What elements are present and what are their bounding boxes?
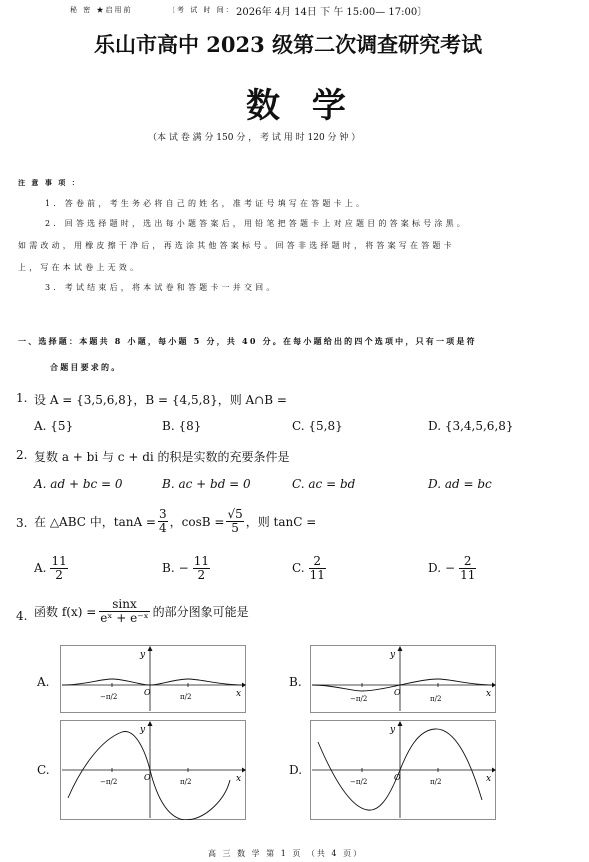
q3-option-d-label: D.	[428, 561, 442, 576]
q3-option-a-den: 2	[55, 567, 63, 582]
q3-option-b	[162, 555, 210, 581]
graph-b	[310, 645, 496, 713]
q3-option-c-den: 11	[309, 567, 325, 582]
q1-stem: 设 A = {3,5,6,8}，B = {4,5,8}，则 A∩B =	[34, 393, 287, 407]
note-item-2-end: 上，写在本试卷上无效。	[18, 263, 142, 272]
q3-stem	[34, 508, 316, 534]
graph-b-origin: O	[394, 688, 401, 697]
q1-number: 1.	[16, 391, 28, 405]
q3-frac1-num: 3	[159, 507, 167, 521]
notes-heading: 注 意 事 项 ：	[18, 178, 81, 187]
q3-option-b-num: 11	[193, 554, 209, 568]
q3-option-c-label: C.	[292, 561, 305, 576]
section-header: 一、选择题：本题共 8 小题，每小题 5 分，共 40 分。在每小题给出的四个选项中，只有一项是符	[18, 336, 477, 346]
graph-d-tick-right-label: π/2	[430, 778, 442, 786]
exam-time-value: 2026年 4月 14日 下 午 15:00— 17:00〕	[236, 7, 428, 18]
q2-number: 2.	[16, 448, 28, 462]
secret-label: 秘 密 ★启用前	[70, 6, 133, 14]
graph-d-origin: O	[394, 773, 401, 782]
graph-a-y-arrow	[148, 646, 153, 651]
graph-d-y-arrow	[398, 721, 403, 726]
q3-option-d-num: 2	[459, 555, 476, 569]
q4-stem	[34, 598, 249, 624]
q1-option-c: C. {5,8}	[292, 419, 343, 433]
q3-frac2-den: 5	[231, 520, 239, 535]
graph-label-a: A.	[37, 675, 50, 689]
q3-option-d-fraction	[459, 555, 476, 581]
exam-title: 乐山市高中 2023 级第二次调查研究考试	[94, 32, 483, 57]
note-item-2-cont: 如需改动，用橡皮擦干净后，再选涂其他答案标号。回答非选择题时，将答案写在答题卡	[18, 241, 455, 250]
q3-option-a-fraction	[50, 555, 67, 581]
page-footer: 高 三 数 学 第 1 页 （共 4 页）	[208, 849, 364, 858]
q4-number: 4.	[16, 609, 28, 623]
note-item-1: 1. 答卷前，考生务必将自己的姓名，准考证号填写在答题卡上。	[45, 199, 368, 208]
exam-time-label: 〔考 试 时 间：	[168, 6, 235, 14]
q3-option-b-label: B.	[162, 561, 175, 576]
graph-d-x-label: x	[486, 774, 492, 784]
q3-option-c	[292, 555, 326, 581]
q3-stem-pre: 在 △ABC 中，tanA =	[34, 514, 156, 529]
q3-option-c-fraction	[309, 555, 326, 581]
graph-b-y-arrow	[398, 646, 403, 651]
graph-a	[60, 645, 246, 713]
graph-c-y-label: y	[140, 725, 146, 735]
q3-stem-post: ，则 tanC =	[245, 514, 317, 529]
note-item-2: 2. 回答选择题时，选出每小题答案后，用铅笔把答题卡上对应题目的答案标号涂黑。	[45, 219, 468, 228]
graph-a-x-label: x	[236, 689, 242, 699]
graph-a-tick-left-label: −π/2	[100, 693, 118, 701]
graph-b-tick-left-label: −π/2	[350, 695, 368, 703]
graph-b-y-label: y	[390, 650, 396, 660]
q3-option-a-num: 11	[51, 554, 67, 568]
graph-b-border	[311, 646, 496, 713]
graph-c-origin: O	[144, 773, 151, 782]
q4-frac-num: sinx	[99, 598, 149, 612]
graph-c-x-label: x	[236, 774, 242, 784]
q3-option-a-label: A.	[34, 561, 47, 576]
q3-option-d	[428, 555, 476, 581]
graph-label-d: D.	[289, 763, 303, 777]
q2-option-a: A. ad + bc = 0	[34, 477, 123, 491]
q1-option-a: A. {5}	[34, 419, 74, 433]
graph-d-tick-left-label: −π/2	[350, 778, 368, 786]
score-info: （本 试 卷 满 分 150 分 ， 考 试 用 时 120 分 钟 ）	[148, 133, 361, 143]
section-header-cont: 合题目要求的。	[50, 362, 122, 372]
q3-tan-fraction	[158, 508, 168, 534]
q4-frac-den: eˣ + e⁻ˣ	[100, 610, 149, 625]
graph-a-y-label: y	[140, 650, 146, 660]
q2-option-d: D. ad = bc	[428, 477, 492, 491]
q4-fraction	[99, 598, 149, 624]
q3-frac2-num: √5	[227, 507, 243, 521]
q3-number: 3.	[16, 516, 28, 530]
q1-option-d: D. {3,4,5,6,8}	[428, 419, 514, 433]
q3-option-b-fraction	[193, 555, 210, 581]
q3-stem-mid: ，cosB =	[169, 514, 225, 529]
graph-label-c: C.	[37, 763, 50, 777]
q3-option-d-den: 11	[460, 567, 476, 582]
subject-title: 数 学	[246, 86, 356, 126]
graph-d	[310, 720, 496, 820]
graph-b-x-label: x	[486, 689, 492, 699]
graph-d-y-label: y	[390, 725, 396, 735]
graph-a-origin: O	[144, 688, 151, 697]
graph-c	[60, 720, 246, 820]
graph-a-tick-right-label: π/2	[180, 693, 192, 701]
q3-option-c-num: 2	[309, 555, 326, 569]
q3-frac1-den: 4	[159, 520, 167, 535]
q2-option-c: C. ac = bd	[292, 477, 356, 491]
q3-option-a	[34, 555, 68, 581]
q3-option-b-sign: −	[178, 561, 189, 576]
q3-option-d-sign: −	[445, 561, 456, 576]
q3-option-b-den: 2	[197, 567, 206, 582]
graph-b-tick-right-label: π/2	[430, 695, 442, 703]
q2-option-b: B. ac + bd = 0	[162, 477, 251, 491]
graph-label-b: B.	[289, 675, 302, 689]
q4-stem-post: 的部分图象可能是	[152, 604, 249, 619]
graph-c-tick-right-label: π/2	[180, 778, 192, 786]
graph-c-tick-left-label: −π/2	[100, 778, 118, 786]
q3-cos-fraction	[226, 508, 243, 534]
graph-a-curve	[62, 679, 242, 685]
q2-stem: 复数 a + bi 与 c + di 的积是实数的充要条件是	[34, 450, 290, 464]
q4-stem-pre: 函数 f(x) =	[34, 604, 97, 619]
graph-c-y-arrow	[148, 721, 153, 726]
q1-option-b: B. {8}	[162, 419, 202, 433]
note-item-3: 3. 考试结束后，将本试卷和答题卡一并交回。	[45, 283, 278, 292]
graph-a-border	[61, 646, 246, 713]
